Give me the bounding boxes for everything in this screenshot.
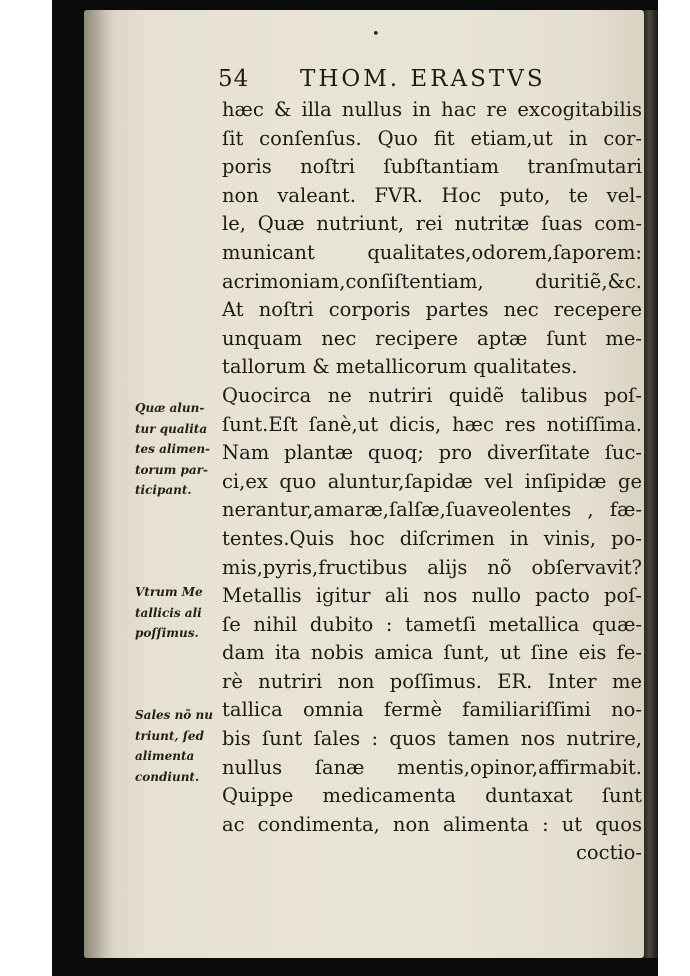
text-line: tallorum & metallicorum qualitates.: [222, 355, 578, 379]
marginal-note-line: condiunt.: [135, 769, 200, 784]
text-line: ci,ex quo aluntur,ſapidæ vel inſipidæ ge: [222, 469, 642, 493]
marginal-note-line: poſſimus.: [135, 626, 199, 640]
marginal-note-line: torum par-: [135, 462, 208, 477]
text-line: municant qualitates,odorem,ſaporem:: [222, 240, 642, 264]
marginal-note-line: tallicis ali: [135, 605, 202, 620]
text-line: rè nutriri non poſſimus. ER. Inter me: [222, 669, 642, 693]
marginal-note-line: Vtrum Me: [135, 585, 203, 599]
text-line: ſunt.Eſt ſanè,ut dicis, hæc res notiſſima.: [222, 412, 642, 436]
marginal-note-metals: [135, 582, 225, 644]
text-line: Quocirca ne nutriri quidẽ talibus poſ-: [222, 383, 642, 407]
text-line: Nam plantæ quoq; pro diverſitate ſuc-: [222, 441, 642, 465]
body-text: [222, 96, 642, 868]
text-line: poris noſtri ſubſtantiam tranſmutari: [222, 155, 642, 179]
marginal-note-line: triunt, ſed: [135, 728, 204, 743]
ornament-mark: •: [372, 27, 380, 42]
marginal-note-line: ticipant.: [135, 483, 192, 497]
page-edge: [644, 10, 658, 958]
text-line: tallica omnia fermè familiariſſimi no-: [222, 698, 642, 722]
running-header: [218, 66, 638, 94]
text-line: dam ita nobis amica ſunt, ut ſine eis fe-: [222, 641, 642, 665]
page-number: 54: [218, 66, 250, 92]
marginal-note-line: tes alimen-: [135, 442, 211, 456]
text-line: nerantur,amaræ,ſalſæ,ſuaveolentes , fæ-: [222, 498, 642, 522]
text-line: hæc & illa nullus in hac re excogitabilis: [222, 98, 642, 121]
text-line: At noſtri corporis partes nec recepere: [222, 298, 642, 322]
text-line: ſe nihil dubito : tametſi metallica quæ-: [222, 612, 642, 636]
catchword: coctio-: [576, 841, 642, 865]
text-line: bis ſunt ſales : quos tamen nos nutrire,: [222, 727, 642, 751]
text-line: ac condimenta, non alimenta : ut quos: [222, 812, 642, 836]
text-line: mis,pyris,fructibus alijs nõ obſervavit?: [222, 555, 642, 579]
text-line: acrimoniam,conſiſtentiam, duritiẽ,&c.: [222, 269, 642, 293]
text-line: ſit conſenſus. Quo fit etiam,ut in cor-: [222, 126, 642, 150]
text-line: Metallis igitur ali nos nullo pacto poſ-: [222, 584, 642, 608]
marginal-note-line: tur qualita: [135, 421, 208, 436]
text-line: tentes.Quis hoc diſcrimen in vinis, po-: [222, 526, 642, 550]
marginal-note-nutrition: [135, 398, 225, 501]
running-title: THOM. ERASTVS: [300, 66, 546, 92]
text-line: le, Quæ nutriunt, rei nutritæ ſuas com-: [222, 212, 642, 236]
marginal-note-line: Sales nõ nu: [135, 708, 213, 722]
marginal-note-line: alimenta: [135, 749, 195, 763]
text-line: non valeant. FVR. Hoc puto, te vel-: [222, 183, 642, 207]
marginal-note-line: Quæ alun-: [135, 401, 205, 415]
text-line: nullus ſanæ mentis,opinor,affirmabit.: [222, 755, 642, 779]
text-line: Quippe medicamenta duntaxat ſunt: [222, 784, 642, 808]
text-line: unquam nec recipere aptæ ſunt me-: [222, 326, 642, 350]
marginal-note-salts: [135, 705, 225, 787]
gutter-shadow: [84, 10, 114, 958]
